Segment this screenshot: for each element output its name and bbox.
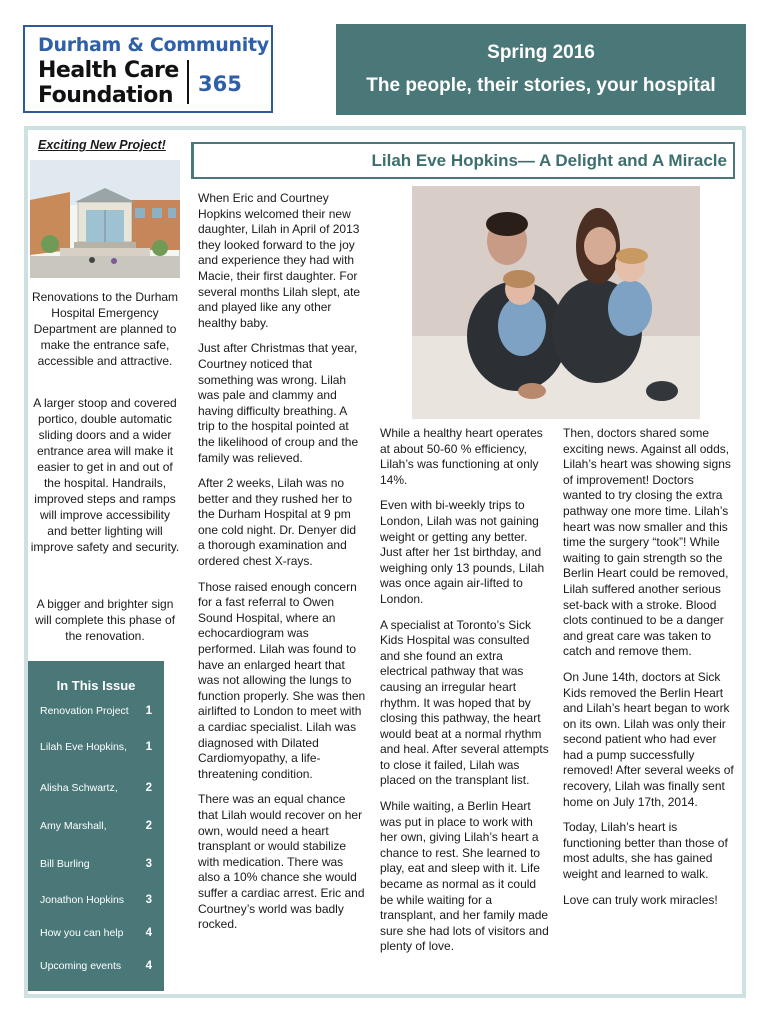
- article-paragraph: Love can truly work miracles!: [563, 892, 718, 907]
- sidebar-paragraph: Renovations to the Durham Hospital Emergency Department are planned to make the entrance safe, accessible and attractive.: [31, 290, 179, 368]
- issue-item-name: Renovation Project: [40, 705, 129, 717]
- article-paragraph: When Eric and Courtney Hopkins welcomed their new daughter, Lilah in April of 2013 they looked forward to the joy and experience they had with Macie, their first daughter. For several months Lilah slept, ate and played like any other healthy baby.: [198, 191, 361, 330]
- issue-item-page: 1: [145, 741, 152, 753]
- issue-item[interactable]: [40, 741, 152, 757]
- foundation-logo: [23, 25, 273, 113]
- issue-item-page: 2: [145, 820, 152, 832]
- family-photo: [412, 186, 700, 419]
- article-paragraph: While a healthy heart operates at about 50-60 % efficiency, Lilah’s was functioning at only 14%.: [380, 426, 543, 487]
- issue-item[interactable]: [40, 782, 152, 798]
- issue-item-name: How you can help: [40, 927, 124, 939]
- article-paragraph: Today, Lilah’s heart is functioning better than those of most adults, she has gained weight and learned to walk.: [563, 820, 728, 882]
- article-paragraph: While waiting, a Berlin Heart was put in place to work with her own, giving Lilah’s heart a chance to rest. She learned to play, eat and sleep with it. Life became as normal as it could be while waiting for a transplant, and her family made sure she had lots of visitors and plenty of love.: [380, 799, 549, 954]
- article-paragraph: A specialist at Toronto’s Sick Kids Hospital was consulted and she found an extra electrical pathway that was causing an irregular heart rhythm. It was hoped that by closing this pathway, the heart would beat at a normal rhythm and heal. After several attempts to close it failed, Lilah was placed on the transplant list.: [380, 617, 549, 788]
- issue-item-page: 4: [145, 960, 152, 972]
- sidebar-paragraph: A bigger and brighter sign will complete this phase of the renovation.: [34, 597, 176, 643]
- issue-item[interactable]: [40, 927, 152, 943]
- article-headline-box: [191, 142, 735, 179]
- issue-item[interactable]: [40, 960, 152, 976]
- article-paragraph: Just after Christmas that year, Courtney noticed that something was wrong. Lilah was pale and clammy and having difficulty breathing. A trip to the hospital pointed at the likelihood of croup and the family was relieved.: [198, 341, 359, 465]
- sidebar-paragraph: A larger stoop and covered portico, double automatic sliding doors and a wider entrance area will make it easier to get in and out of the hospital. Handrails, improved steps and ramps will improve accessibility and better lighting will improve safety and security.: [30, 396, 180, 554]
- issue-item[interactable]: [40, 858, 152, 874]
- issue-item-page: 2: [145, 782, 152, 794]
- issue-item-name: Jonathon Hopkins: [40, 894, 125, 906]
- in-this-issue-box: [28, 661, 164, 991]
- article-column-2: [380, 426, 550, 965]
- article-paragraph: There was an equal chance that Lilah would recover on her own, would need a heart transplant or would stabilize with medication. There was also a 10% chance she would suffer a cardiac arrest. Eric and Courtney’s world was badly rocked.: [198, 792, 365, 932]
- logo-line-3: Foundation: [38, 83, 174, 108]
- in-this-issue-title: In This Issue: [56, 678, 136, 693]
- issue-item-name: Upcoming events: [40, 960, 122, 972]
- issue-item-page: 1: [145, 705, 152, 717]
- logo-divider: [187, 60, 189, 104]
- issue-item-name: Bill Burling: [40, 858, 90, 870]
- article-paragraph: Those raised enough concern for a fast referral to Owen Sound Hospital, where an echocardiogram was performed. Lilah was found to have an enlarged heart that was not allowing the lungs to function properly. She was then airlifted to London to meet with a cardiac specialist. Lilah was diagnosed with Dilated Cardiomyopathy, a life-threatening condition.: [198, 579, 366, 781]
- hospital-entrance-sketch: [30, 160, 180, 278]
- issue-item-name: Lilah Eve Hopkins,: [40, 741, 127, 753]
- logo-badge: 365: [198, 72, 242, 96]
- article-paragraph: Then, doctors shared some exciting news. Against all odds, Lilah’s heart was showing signs of improvement! Doctors wanted to try closing the extra pathway one more time. Lilah’s heart was now smaller and this time the surgery “took”! While waiting to gain strength so the Berlin Heart could be removed, Lilah suffered another serious set-back with a stroke. Blood clots continued to be a danger and great care was taken to catch and remove them.: [563, 426, 731, 659]
- issue-item-page: 3: [145, 894, 152, 906]
- issue-date: Spring 2016: [487, 42, 595, 63]
- article-paragraph: Even with bi-weekly trips to London, Lilah was not gaining weight or getting any better. Just after her 1st birthday, and weighing only 13 pounds, Lilah was once again air-lifted to London.: [380, 498, 545, 606]
- sidebar-title: Exciting New Project!: [38, 138, 166, 152]
- issue-item-page: 4: [145, 927, 152, 939]
- article-paragraph: On June 14th, doctors at Sick Kids removed the Berlin Heart and Lilah’s heart began to work on its own. Lilah was only their second patient who had ever had a pump successfully removed! After several weeks of recovery, Lilah was finally sent home on July 17th, 2014.: [563, 669, 734, 809]
- issue-item-name: Amy Marshall,: [40, 820, 107, 832]
- issue-item[interactable]: [40, 820, 152, 836]
- newsletter-tagline: The people, their stories, your hospital: [366, 75, 716, 96]
- article-headline: Lilah Eve Hopkins— A Delight and A Miracle: [371, 151, 727, 170]
- article-paragraph: After 2 weeks, Lilah was no better and they rushed her to the Durham Hospital at 9 pm one cold night. Dr. Denyer did a thorough examination and ordered chest X-rays.: [198, 476, 357, 569]
- logo-line-2: Health Care: [38, 58, 179, 83]
- issue-banner: [336, 24, 746, 115]
- article-column-3: [563, 426, 735, 918]
- issue-item-page: 3: [145, 858, 152, 870]
- issue-item[interactable]: [40, 705, 152, 721]
- issue-item-name: Alisha Schwartz,: [40, 782, 118, 794]
- logo-line-1: Durham & Community: [38, 34, 269, 56]
- issue-item[interactable]: [40, 894, 152, 910]
- article-column-1: [198, 191, 366, 943]
